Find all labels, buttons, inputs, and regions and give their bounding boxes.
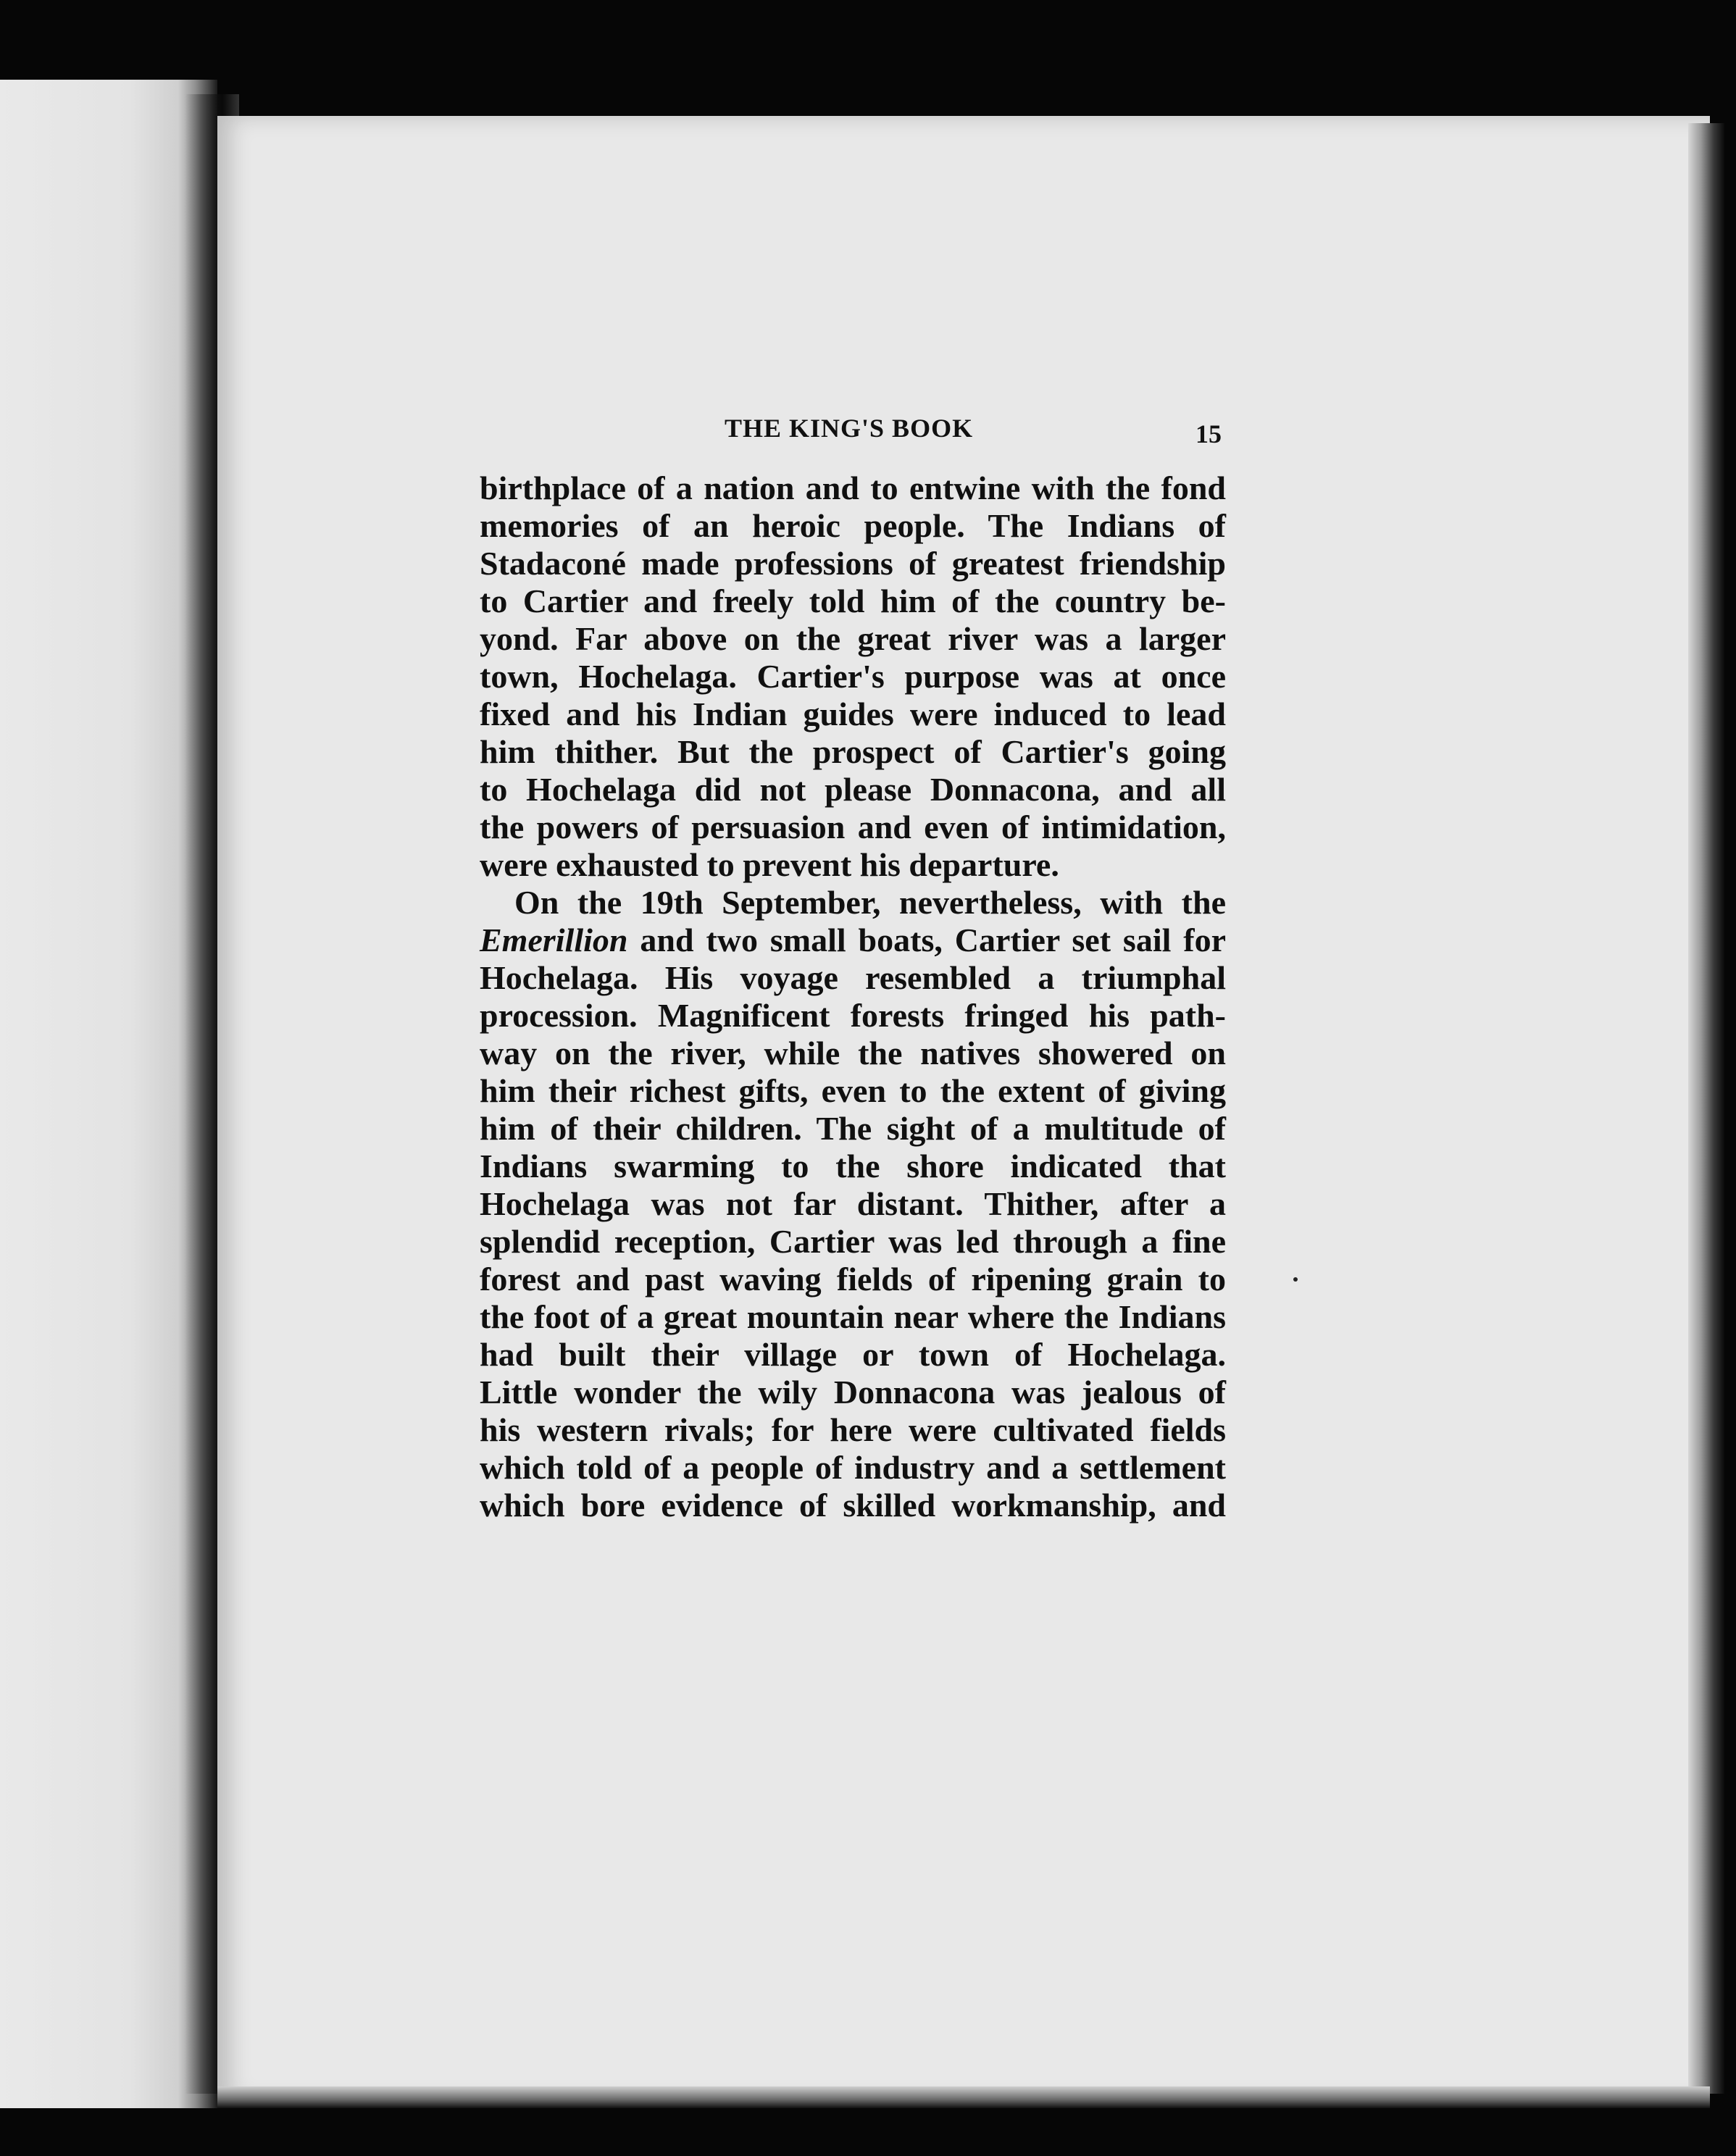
text-line: yond. Far above on the great river was a larger: [480, 620, 1226, 657]
text-line: had built their village or town of Hochelaga.: [480, 1336, 1226, 1373]
scan-speck: [1293, 1277, 1298, 1282]
ship-name: Emerillion: [480, 922, 628, 958]
page-bottom-edge: [217, 2086, 1710, 2108]
text-line: Indians swarming to the shore indicated that: [480, 1148, 1226, 1184]
text-line: which told of a people of industry and a settlement: [480, 1449, 1226, 1486]
text-line: him of their children. The sight of a multitude of: [480, 1110, 1226, 1147]
text-line: him their richest gifts, even to the extent of giving: [480, 1072, 1226, 1109]
text-line: Hochelaga was not far distant. Thither, after a: [480, 1185, 1226, 1222]
text-line: his western rivals; for here were cultivated fields: [480, 1411, 1226, 1448]
text-line: which bore evidence of skilled workmanship, and: [480, 1487, 1226, 1524]
text-line: fixed and his Indian guides were induced to lead: [480, 695, 1226, 732]
text-line: way on the river, while the natives showered on: [480, 1035, 1226, 1071]
text-line: him thither. But the prospect of Cartier's going: [480, 733, 1226, 770]
text-line: splendid reception, Cartier was led through a fine: [480, 1223, 1226, 1260]
text-line: Little wonder the wily Donnacona was jealous of: [480, 1374, 1226, 1411]
paragraph-last-line: were exhausted to prevent his departure.: [480, 846, 1059, 883]
text-line: the foot of a great mountain near where the Indians: [480, 1298, 1226, 1335]
text-line: birthplace of a nation and to entwine with the fond: [480, 469, 1226, 506]
text-line: to Hochelaga did not please Donnacona, and all: [480, 771, 1226, 808]
paragraph-first-line: On the 19th September, nevertheless, with the: [514, 884, 1226, 921]
text-line: town, Hochelaga. Cartier's purpose was at once: [480, 658, 1226, 695]
page-number: 15: [1195, 419, 1222, 448]
text-line: memories of an heroic people. The Indians of: [480, 507, 1226, 544]
text-line: Hochelaga. His voyage resembled a triumphal: [480, 959, 1226, 996]
text-line: to Cartier and freely told him of the country be-: [480, 582, 1226, 619]
text-fragment: and two small boats, Cartier set sail for: [640, 922, 1227, 958]
text-line-with-ship-name: [480, 922, 1226, 959]
body-text: [480, 469, 1226, 1524]
text-line: procession. Magnificent forests fringed his path-: [480, 997, 1226, 1034]
page-right-edge: [1688, 123, 1724, 2094]
text-line: Stadaconé made professions of greatest friendship: [480, 545, 1226, 582]
running-head: THE KING'S BOOK: [725, 414, 974, 443]
text-line: the powers of persuasion and even of intimidation,: [480, 808, 1226, 845]
text-line: forest and past waving fields of ripening grain to: [480, 1261, 1226, 1298]
